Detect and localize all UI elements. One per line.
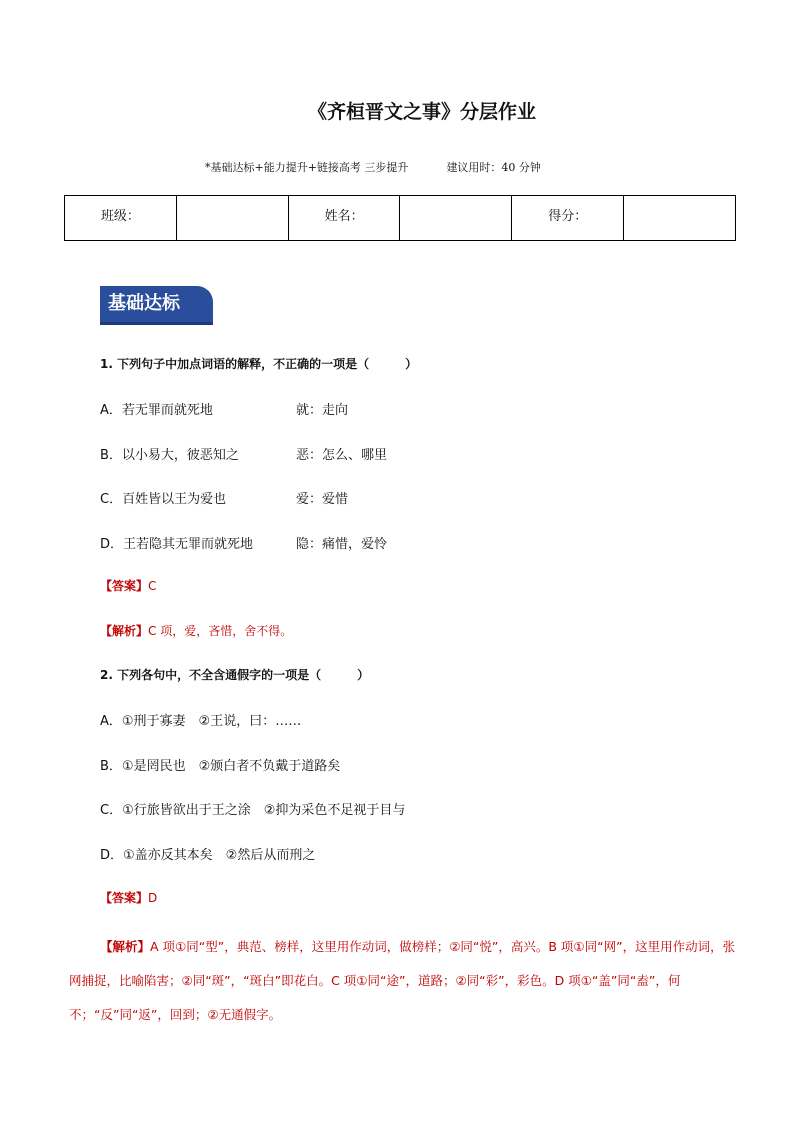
option-text: A．若无罪而就死地	[100, 403, 213, 418]
page-title: 《齐桓晋文之事》分层作业	[307, 101, 536, 123]
analysis-tag: 【解析】	[100, 624, 149, 638]
question-2-analysis	[69, 930, 739, 1032]
option-text: B．以小易大，彼恶知之	[100, 448, 239, 463]
question-2-option-a: A．①刑于寡妻 ②王说，曰：……	[100, 714, 302, 729]
option-text: D．王若隐其无罪而就死地	[100, 537, 254, 552]
question-1-stem: 1. 下列句子中加点词语的解释，不正确的一项是（ ）	[100, 357, 418, 371]
answer-tag: 【答案】	[100, 891, 149, 905]
section-banner: 基础达标	[100, 286, 213, 322]
option-gloss: 就：走向	[296, 403, 349, 418]
question-1-option-d	[100, 533, 388, 552]
answer-value: D	[148, 891, 158, 905]
score-label: 得分：	[512, 196, 624, 241]
analysis-text: A 项①同“型”，典范、榜样，这里用作动词，做榜样；②同“悦”，高兴。B 项①同“网”，这里用作动词，张网捕捉，比喻陷害；②同“斑”，“斑白”即花白。C 项①同“途”，道路；②同“彩”，彩色。D 项①“盖”同“盍”，何不；“反”同“返”，回到；②无通假字。	[69, 939, 736, 1022]
student-info-table	[64, 195, 736, 241]
name-field[interactable]	[400, 196, 512, 241]
analysis-text: C 项，爱，吝惜，舍不得。	[148, 624, 293, 638]
option-text: C．百姓皆以王为爱也	[100, 492, 227, 507]
question-1-answer	[100, 577, 156, 594]
question-1-option-a	[100, 399, 349, 418]
question-2-stem: 2. 下列各句中，不全含通假字的一项是（ ）	[100, 668, 370, 682]
class-field[interactable]	[176, 196, 288, 241]
analysis-tag: 【解析】	[100, 939, 151, 954]
answer-value: C	[148, 579, 157, 593]
question-2-answer	[100, 889, 157, 906]
subtitle-steps: *基础达标+能力提升+链接高考 三步提升	[205, 161, 409, 174]
question-2-option-c: C．①行旅皆欲出于王之涂 ②抑为采色不足视于目与	[100, 803, 406, 818]
question-2-option-d: D．①盖亦反其本矣 ②然后从而刑之	[100, 848, 316, 863]
class-label: 班级：	[65, 196, 177, 241]
subtitle	[205, 159, 541, 175]
name-label: 姓名：	[288, 196, 400, 241]
option-gloss: 恶：怎么、哪里	[296, 448, 388, 463]
suggested-time: 建议用时：40 分钟	[446, 161, 541, 174]
question-1-option-c	[100, 488, 349, 507]
question-1-analysis	[100, 622, 292, 639]
question-1-option-b	[100, 444, 388, 463]
score-field[interactable]	[624, 196, 736, 241]
answer-tag: 【答案】	[100, 579, 149, 593]
question-2-option-b: B．①是罔民也 ②颁白者不负戴于道路矣	[100, 759, 341, 774]
option-gloss: 隐：痛惜，爱怜	[296, 537, 388, 552]
option-gloss: 爱：爱惜	[296, 492, 349, 507]
